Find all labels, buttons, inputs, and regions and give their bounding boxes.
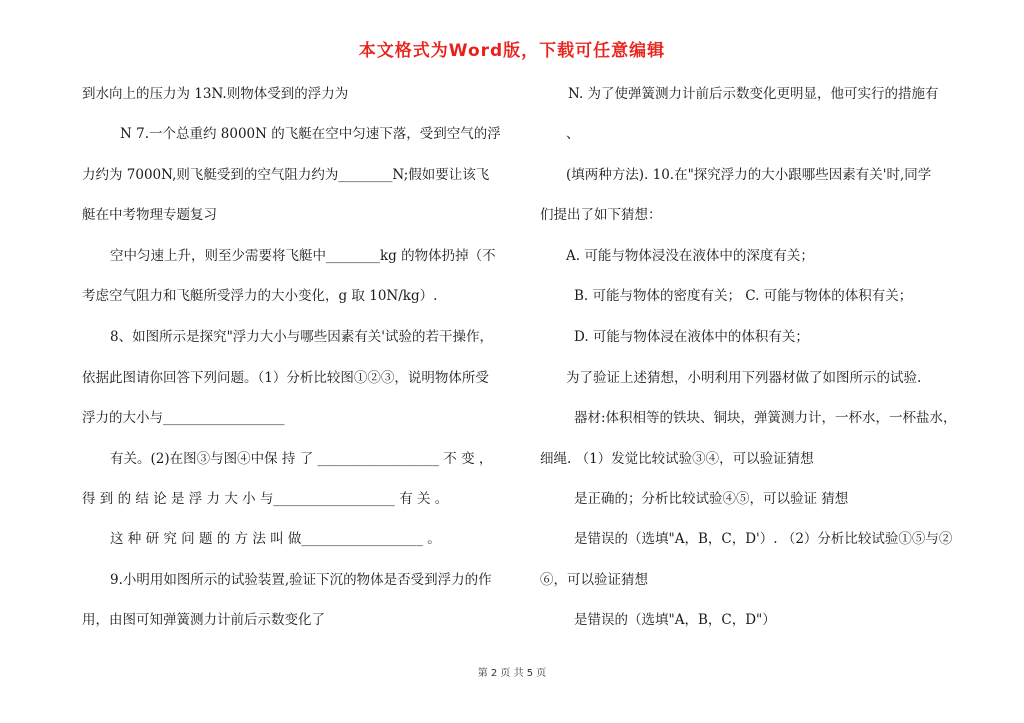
text-line: 力约为 7000N,则飞艇受到的空气阻力约为________N;假如要让该飞: [82, 167, 490, 183]
text-line: 们提出了如下猜想：: [540, 207, 662, 223]
text-line: 得 到 的 结 论 是 浮 力 大 小 与__________________ 有 关 。: [82, 491, 449, 507]
page-number: 第 2 页 共 5 页: [477, 668, 547, 679]
text-line: (填两种方法). 10.在"探究浮力的大小跟哪些因素有关'时,同学: [566, 167, 932, 183]
text-line: 为了验证上述猜想，小明利用下列器材做了如图所示的试验.: [566, 370, 922, 386]
text-line: ⑥，可以验证猜想: [540, 572, 648, 588]
text-line: 这 种 研 究 问 题 的 方 法 叫 做__________________ 。: [110, 531, 441, 547]
text-line: 细绳. （1）发觉比较试验③④，可以验证猜想: [540, 451, 814, 467]
text-line: 考虑空气阻力和飞艇所受浮力的大小变化，g 取 10N/kg）.: [82, 288, 438, 304]
text-line: 依据此图请你回答下列问题。（1）分析比较图①②③，说明物体所受: [82, 370, 489, 386]
text-line: 浮力的大小与__________________: [82, 410, 285, 426]
text-line: N. 为了使弹簧测力计前后示数变化更明显，他可实行的措施有: [568, 86, 939, 102]
text-line: 是错误的（选填"A，B，C，D"）: [574, 612, 776, 628]
text-line: N 7.一个总重约 8000N 的飞艇在空中匀速下落，受到空气的浮: [120, 126, 501, 142]
text-line: 有关。(2)在图③与图④中保 持 了 __________________ 不 变 ，: [110, 451, 493, 467]
text-line: 是正确的；分析比较试验④⑤，可以验证 猜想: [574, 491, 849, 507]
text-line: 艇在中考物理专题复习: [82, 207, 217, 223]
text-line: 9.小明用如图所示的试验装置,验证下沉的物体是否受到浮力的作: [110, 572, 492, 588]
text-line: D. 可能与物体浸在液体中的体积有关；: [574, 329, 809, 345]
text-line: A. 可能与物体浸没在液体中的深度有关；: [566, 248, 814, 264]
text-line: 、: [566, 126, 580, 142]
text-line: 到水向上的压力为 13N.则物体受到的浮力为: [82, 86, 349, 102]
text-line: 空中匀速上升，则至少需要将飞艇中________kg 的物体扔掉（不: [110, 248, 496, 264]
text-line: 是错误的（选填"A，B，C，D'）. （2）分析比较试验①⑤与②: [574, 531, 953, 547]
text-line: 8、如图所示是探究"浮力大小与哪些因素有关'试验的若干操作，: [110, 329, 494, 345]
text-line: 用，由图可知弹簧测力计前后示数变化了: [82, 612, 325, 628]
text-line: B. 可能与物体的密度有关； C. 可能与物体的体积有关；: [574, 288, 913, 304]
text-line: 器材:体积相等的铁块、铜块，弹簧测力计，一杯水，一杯盐水，: [574, 410, 957, 426]
word-version-banner: 本文格式为Word版，下载可任意编辑: [358, 41, 666, 61]
